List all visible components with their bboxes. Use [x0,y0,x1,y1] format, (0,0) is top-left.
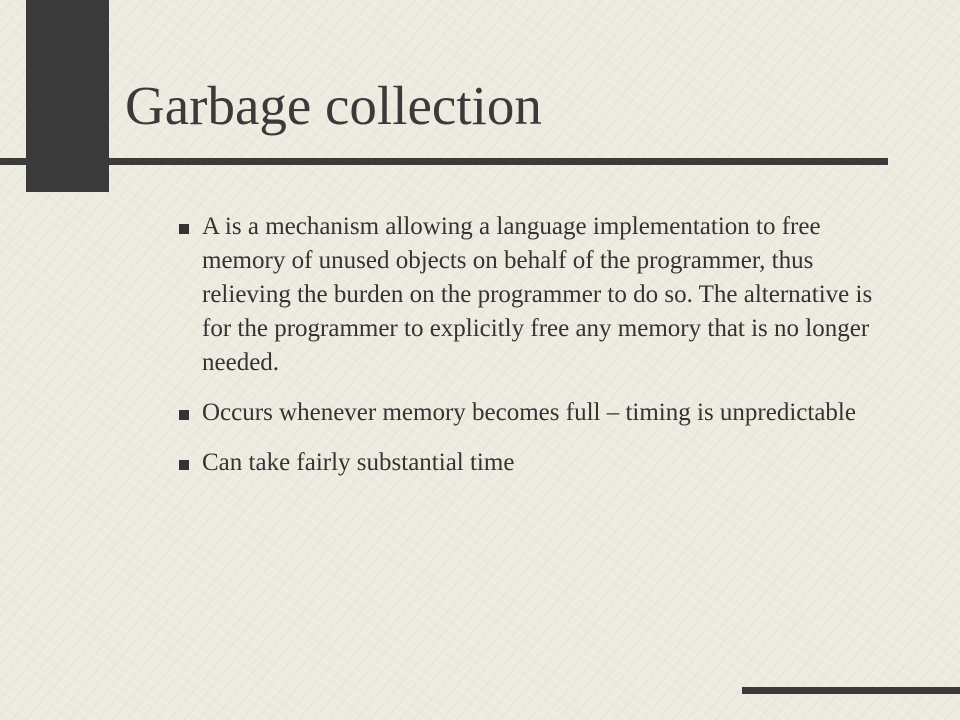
bottom-accent-rule [742,687,960,694]
square-bullet-icon [179,460,189,470]
title-underline-rule [0,158,888,165]
bullet-text: Can take fairly substantial time [202,449,515,476]
bullet-item [178,396,878,430]
slide-title: Garbage collection [125,75,542,136]
bullet-item [178,446,878,480]
square-bullet-icon [179,410,189,420]
square-bullet-icon [179,224,189,234]
bullet-text: Occurs whenever memory becomes full – timing is unpredictable [202,399,856,426]
bullet-text: A is a mechanism allowing a language implementation to free memory of unused objects on behalf of the programmer, thus relieving the burden on the programmer to do so. The alternative is for the programmer to explicitly free any memory that is no longer needed. [202,213,873,376]
bullet-list [178,210,878,496]
bullet-item [178,210,878,380]
